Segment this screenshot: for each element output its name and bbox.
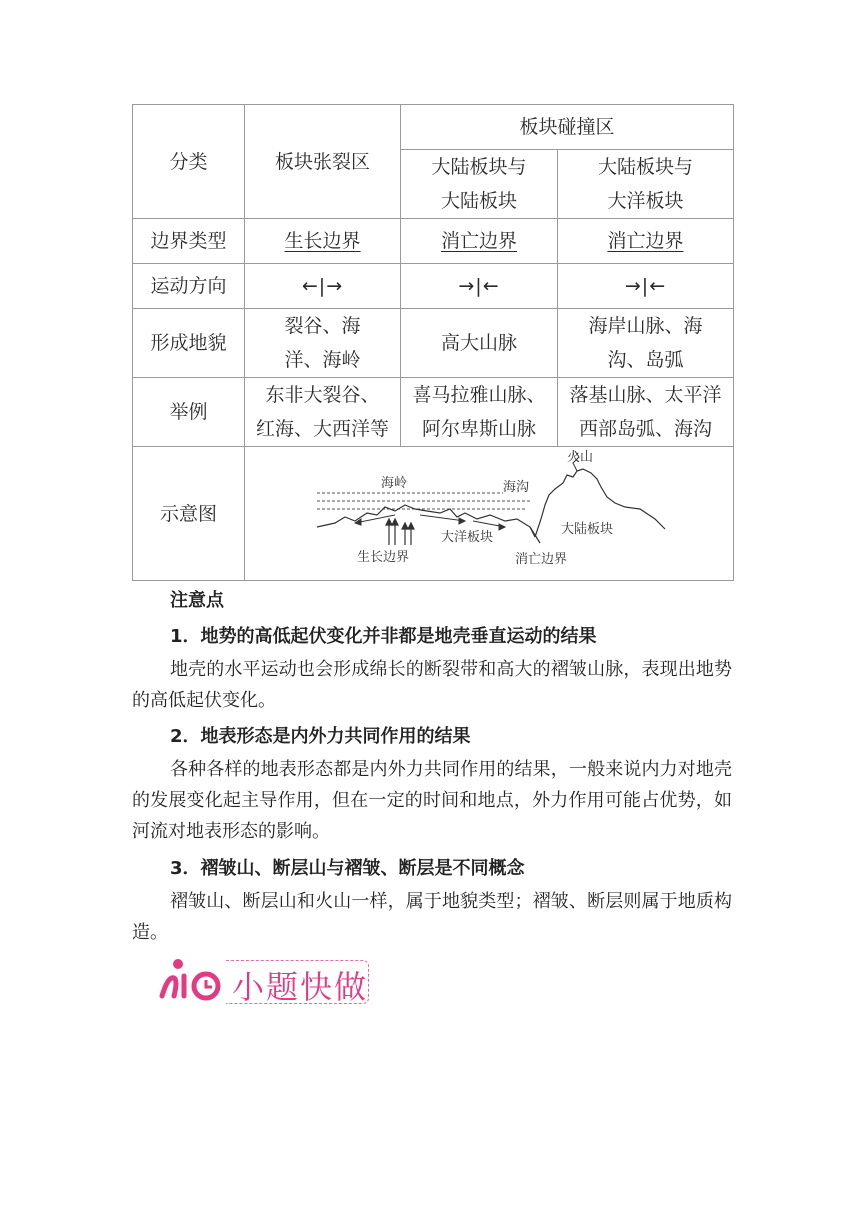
plate-boundary-diagram bbox=[245, 449, 733, 579]
header-rift: 板块张裂区 bbox=[245, 105, 401, 219]
label-oceanic-plate: 大洋板块 bbox=[441, 529, 494, 545]
cell-boundary-co: 消亡边界 bbox=[558, 219, 734, 264]
label-growth-boundary: 生长边界 bbox=[357, 549, 410, 565]
cell-boundary-rift: 生长边界 bbox=[245, 219, 401, 264]
cell-boundary-cc: 消亡边界 bbox=[401, 219, 558, 264]
note-body-1: 地壳的水平运动也会形成绵长的断裂带和高大的褶皱山脉，表现出地势的高低起伏变化。 bbox=[132, 659, 732, 711]
label-ridge: 海岭 bbox=[381, 475, 408, 491]
cell-motion-co: →|← bbox=[558, 264, 734, 309]
notes-title: 注意点 bbox=[170, 590, 224, 611]
note-body-2: 各种各样的地表形态都是内外力共同作用的结果，一般来说内力对地壳的发展变化起主导作用，但在一定的时间和地点，外力作用可能占优势，如河流对地表形态的影响。 bbox=[132, 759, 732, 842]
note-body-3: 褶皱山、断层山和火山一样，属于地貌类型；褶皱、断层则属于地质构造。 bbox=[132, 891, 732, 943]
note-heading-2: 2．地表形态是内外力共同作用的结果 bbox=[170, 726, 471, 747]
note-heading-3: 3．褶皱山、断层山与褶皱、断层是不同概念 bbox=[170, 858, 525, 879]
row-label-boundary: 边界类型 bbox=[133, 219, 245, 264]
cell-motion-cc: →|← bbox=[401, 264, 558, 309]
label-destruction-boundary: 消亡边界 bbox=[515, 551, 568, 567]
cell-example-rift: 东非大裂谷、 红海、大西洋等 bbox=[245, 378, 401, 447]
label-continental-plate: 大陆板块 bbox=[561, 521, 614, 537]
quiz-logo-text: 小题快做 bbox=[232, 968, 369, 1006]
header-continental-continental: 大陆板块与 大陆板块 bbox=[401, 150, 558, 219]
cell-landform-cc: 高大山脉 bbox=[401, 309, 558, 378]
cell-example-cc: 喜马拉雅山脉、 阿尔卑斯山脉 bbox=[401, 378, 558, 447]
cell-landform-co: 海岸山脉、海 沟、岛弧 bbox=[558, 309, 734, 378]
row-label-example: 举例 bbox=[133, 378, 245, 447]
row-label-landform: 形成地貌 bbox=[133, 309, 245, 378]
header-continental-oceanic: 大陆板块与 大洋板块 bbox=[558, 150, 734, 219]
cell-landform-rift: 裂谷、海 洋、海岭 bbox=[245, 309, 401, 378]
header-category: 分类 bbox=[133, 105, 245, 219]
cell-motion-rift: ←|→ bbox=[245, 264, 401, 309]
label-volcano: 火山 bbox=[567, 449, 594, 465]
row-label-motion: 运动方向 bbox=[133, 264, 245, 309]
note-heading-1: 1．地势的高低起伏变化并非都是地壳垂直运动的结果 bbox=[170, 626, 597, 647]
label-trench: 海沟 bbox=[503, 479, 530, 495]
row-label-diagram: 示意图 bbox=[133, 447, 245, 581]
quiz-logo-icon bbox=[156, 956, 228, 1004]
header-collision: 板块碰撞区 bbox=[401, 105, 734, 150]
cell-diagram bbox=[245, 447, 734, 581]
plate-boundary-table bbox=[132, 104, 734, 581]
cell-example-co: 落基山脉、太平洋 西部岛弧、海沟 bbox=[558, 378, 734, 447]
